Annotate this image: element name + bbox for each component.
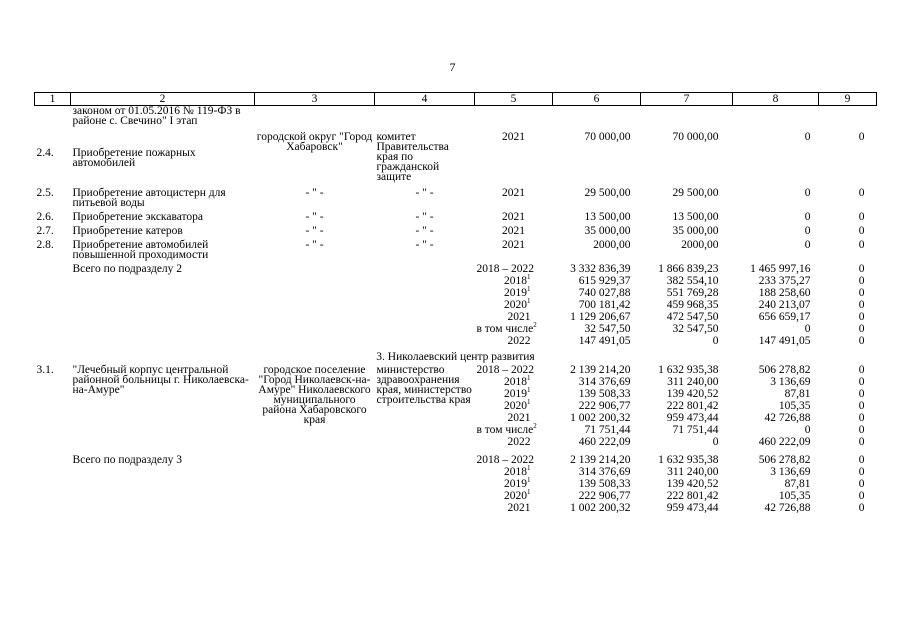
amount-total: 3 332 836,39 (570, 263, 631, 275)
amount-federal: 29 500,00 (672, 187, 719, 199)
amount-federal: 0 (712, 436, 719, 448)
empty-cell (35, 503, 71, 515)
amount-other: 0 (858, 412, 865, 424)
empty-cell (255, 455, 375, 467)
section-title-row (35, 352, 877, 362)
amount-regional: 188 258,60 (758, 287, 811, 299)
amount-total: 222 906,77 (578, 490, 631, 502)
amount-regional: 105,35 (778, 490, 811, 502)
footnote-marker: 1 (527, 464, 531, 473)
amount-total: 615 929,37 (578, 275, 631, 287)
amount-regional: 0 (804, 225, 811, 237)
year-text: 2018 – 2022 (476, 454, 534, 466)
amount-federal: 1 866 839,23 (658, 263, 719, 275)
amount-federal: 1 632 935,38 (658, 364, 719, 376)
empty-cell (375, 455, 475, 467)
year-text: 2019 (504, 478, 527, 490)
empty-cell (35, 479, 71, 491)
year-text: 2019 (504, 287, 527, 299)
amount-federal: 222 801,42 (666, 400, 719, 412)
item-responsible: - " - (415, 225, 434, 237)
amount-federal: 35 000,00 (672, 225, 719, 237)
amount-federal: 222 801,42 (666, 490, 719, 502)
footnote-marker: 1 (527, 476, 531, 485)
year-text: 2018 (504, 466, 527, 478)
amount-regional: 0 (804, 187, 811, 199)
table-row (35, 300, 877, 312)
year-cell (475, 503, 553, 515)
table-header-row (35, 93, 877, 106)
amount-regional: 105,35 (778, 400, 811, 412)
year-text: 2019 (504, 388, 527, 400)
year-text: 2018 (504, 376, 527, 388)
footnote-marker: 1 (527, 386, 531, 395)
amount-total: 2 139 214,20 (570, 454, 631, 466)
empty-cell (35, 455, 71, 467)
empty-cell (255, 324, 375, 336)
subtotal-label: Всего по подразделу 2 (72, 263, 183, 275)
amount-other: 0 (858, 400, 865, 412)
item-year: 2021 (502, 187, 525, 199)
empty-cell (71, 300, 255, 312)
empty-cell (255, 479, 375, 491)
table-row (35, 312, 877, 324)
amount-other: 0 (858, 490, 865, 502)
footnote-marker: 2 (533, 422, 537, 431)
item-responsible: - " - (415, 211, 434, 223)
empty-cell (255, 467, 375, 479)
year-text: в том числе (476, 323, 534, 335)
empty-cell (71, 312, 255, 324)
item-responsible: комитет Правительства края по гражданской защите (376, 131, 449, 183)
item-name: Приобретение автоцистерн для питьевой воды (72, 187, 226, 209)
amount-other: 0 (858, 211, 865, 223)
year-text: 2018 – 2022 (476, 263, 534, 275)
amount-regional: 0 (804, 131, 811, 143)
item-executor: - " - (305, 187, 324, 199)
empty-cell (35, 300, 71, 312)
item-responsible: - " - (415, 187, 434, 199)
amount-other: 0 (858, 364, 865, 376)
empty-cell (375, 491, 475, 503)
amount-total: 139 508,33 (578, 478, 631, 490)
empty-cell (71, 479, 255, 491)
amount-total: 1 002 200,32 (570, 502, 631, 514)
year-text: 2020 (504, 400, 527, 412)
amount-total: 147 491,05 (578, 335, 631, 347)
amount-other: 0 (858, 311, 865, 323)
amount-total: 460 222,09 (578, 436, 631, 448)
amount-total: 222 906,77 (578, 400, 631, 412)
amount-other: 0 (858, 299, 865, 311)
item-executor: городской округ "Город Хабаровск" (256, 131, 373, 153)
amount-federal: 13 500,00 (672, 211, 719, 223)
amount-other: 0 (858, 275, 865, 287)
empty-cell (255, 288, 375, 300)
table-row (35, 324, 877, 336)
amount-regional: 0 (804, 239, 811, 251)
item-executor: городское поселение "Город Николаевск-на-Амуре" Николаевского муниципального района Хабаровского края (258, 364, 371, 426)
amount-regional: 87,81 (784, 388, 811, 400)
table-row (35, 365, 877, 377)
item-responsible: - " - (415, 239, 434, 251)
empty-cell (375, 264, 475, 276)
empty-cell (71, 491, 255, 503)
year-text: 2018 – 2022 (476, 364, 534, 376)
empty-cell (255, 276, 375, 288)
footnote-marker: 2 (533, 321, 537, 330)
table-row (35, 240, 877, 260)
amount-federal: 70 000,00 (672, 131, 719, 143)
footnote-marker: 1 (527, 285, 531, 294)
table-row (35, 455, 877, 467)
empty-cell (35, 276, 71, 288)
item-number: 2.6. (36, 211, 54, 223)
amount-other: 0 (858, 287, 865, 299)
amount-regional: 656 659,17 (758, 311, 811, 323)
empty-cell (35, 288, 71, 300)
empty-cell (255, 264, 375, 276)
amount-total: 35 000,00 (584, 225, 631, 237)
amount-total: 2000,00 (593, 239, 631, 251)
item-year: 2021 (502, 239, 525, 251)
empty-cell (255, 503, 375, 515)
footnote-marker: 1 (527, 398, 531, 407)
empty-cell (375, 324, 475, 336)
empty-cell (71, 336, 255, 348)
amount-total: 740 027,88 (578, 287, 631, 299)
amount-regional: 3 136,69 (770, 466, 811, 478)
item-executor: - " - (305, 239, 324, 251)
table-row (35, 226, 877, 236)
amount-federal: 459 968,35 (666, 299, 719, 311)
amount-other: 0 (858, 502, 865, 514)
item-name: "Лечебный корпус центральной районной больницы г. Николаевска-на-Амуре" (72, 364, 249, 396)
footnote-marker: 1 (527, 488, 531, 497)
item-number: 2.8. (36, 239, 54, 251)
amount-total: 700 181,42 (578, 299, 631, 311)
amount-other: 0 (858, 478, 865, 490)
amount-regional: 87,81 (784, 478, 811, 490)
amount-regional: 0 (804, 323, 811, 335)
column-header: 6 (553, 93, 641, 106)
item-name: Приобретение автомобилей повышенной проходимости (72, 239, 209, 261)
empty-cell (35, 312, 71, 324)
amount-federal: 1 632 935,38 (658, 454, 719, 466)
item-number: 3.1. (36, 364, 54, 376)
amount-federal: 2000,00 (681, 239, 719, 251)
amount-other: 0 (858, 436, 865, 448)
table-row (35, 336, 877, 348)
year-text: 2022 (507, 436, 531, 448)
empty-cell (255, 491, 375, 503)
year-text: 2021 (507, 412, 531, 424)
item-executor: - " - (305, 225, 324, 237)
amount-regional: 3 136,69 (770, 376, 811, 388)
item-year: 2021 (502, 211, 525, 223)
item-year: 2021 (502, 131, 525, 143)
amount-other: 0 (858, 424, 865, 436)
empty-cell (71, 467, 255, 479)
year-text: 2020 (504, 490, 527, 502)
page-number: 7 (449, 60, 456, 74)
item-responsible: министерство здравоохранения края, министерство строительства края (376, 364, 472, 406)
amount-total: 139 508,33 (578, 388, 631, 400)
footnote-marker: 1 (527, 297, 531, 306)
amount-federal: 311 240,00 (667, 376, 719, 388)
amount-other: 0 (858, 239, 865, 251)
amount-total: 29 500,00 (584, 187, 631, 199)
empty-cell (375, 288, 475, 300)
amount-regional: 506 278,82 (758, 364, 811, 376)
year-text: 2020 (504, 299, 527, 311)
amount-federal: 382 554,10 (666, 275, 719, 287)
table-row (35, 188, 877, 208)
empty-cell (375, 479, 475, 491)
column-header: 2 (71, 93, 255, 106)
table-body (35, 106, 877, 516)
table-row (35, 264, 877, 276)
amount-other: 0 (858, 323, 865, 335)
empty-cell (375, 312, 475, 324)
amount-federal: 959 473,44 (666, 502, 719, 514)
amount-total: 32 547,50 (584, 323, 631, 335)
table-row (35, 212, 877, 222)
column-header: 1 (35, 93, 71, 106)
empty-cell (255, 312, 375, 324)
amount-regional: 42 726,88 (764, 412, 811, 424)
column-header: 9 (819, 93, 877, 106)
footnote-marker: 1 (527, 374, 531, 383)
amount-other: 0 (858, 376, 865, 388)
item-executor: - " - (305, 211, 324, 223)
section-title: 3. Николаевский центр развития (376, 351, 535, 363)
empty-cell (71, 288, 255, 300)
year-text: 2022 (507, 335, 531, 347)
table-row (35, 467, 877, 479)
amount-regional: 42 726,88 (764, 502, 811, 514)
amount-other: 0 (858, 263, 865, 275)
amount-other: 0 (858, 187, 865, 199)
column-header: 8 (733, 93, 819, 106)
amount-other: 0 (858, 388, 865, 400)
table-row (35, 491, 877, 503)
amount-federal: 472 547,50 (666, 311, 719, 323)
amount-other: 0 (858, 225, 865, 237)
year-text: в том числе (476, 424, 534, 436)
table-row (35, 132, 877, 182)
item-year: 2021 (502, 225, 525, 237)
amount-total: 2 139 214,20 (570, 364, 631, 376)
financing-table (34, 92, 877, 515)
year-text: 2021 (507, 311, 531, 323)
amount-regional: 460 222,09 (758, 436, 811, 448)
year-cell (475, 336, 553, 348)
item-name: Приобретение экскаватора (72, 211, 204, 223)
table-row (35, 479, 877, 491)
empty-cell (35, 491, 71, 503)
table-row (35, 276, 877, 288)
year-cell (475, 437, 553, 449)
amount-regional: 0 (804, 424, 811, 436)
item-name: Приобретение катеров (72, 225, 183, 237)
item-name: Приобретение пожарных автомобилей (72, 147, 196, 169)
amount-federal: 311 240,00 (667, 466, 719, 478)
amount-regional: 506 278,82 (758, 454, 811, 466)
continuation-text: законом от 01.05.2016 № 119-ФЗ в районе с. Свечино" I этап (72, 105, 241, 127)
amount-federal: 959 473,44 (666, 412, 719, 424)
empty-cell (71, 276, 255, 288)
empty-cell (35, 264, 71, 276)
empty-cell (255, 300, 375, 312)
amount-other: 0 (858, 466, 865, 478)
amount-total: 71 751,44 (584, 424, 631, 436)
column-header: 3 (255, 93, 375, 106)
amount-federal: 139 420,52 (666, 388, 719, 400)
year-text: 2021 (507, 502, 531, 514)
empty-cell (375, 276, 475, 288)
amount-regional: 240 213,07 (758, 299, 811, 311)
empty-cell (375, 300, 475, 312)
column-header: 5 (475, 93, 553, 106)
subtotal-label: Всего по подразделу 3 (72, 454, 183, 466)
amount-federal: 0 (712, 335, 719, 347)
amount-total: 13 500,00 (584, 211, 631, 223)
footnote-marker: 1 (527, 273, 531, 282)
amount-federal: 32 547,50 (672, 323, 719, 335)
amount-total: 314 376,69 (578, 466, 631, 478)
amount-other: 0 (858, 335, 865, 347)
item-number: 2.4. (36, 147, 54, 159)
empty-cell (255, 336, 375, 348)
item-number: 2.7. (36, 225, 54, 237)
amount-total: 1 002 200,32 (570, 412, 631, 424)
amount-federal: 139 420,52 (666, 478, 719, 490)
amount-regional: 147 491,05 (758, 335, 811, 347)
table-row (35, 288, 877, 300)
empty-cell (71, 324, 255, 336)
year-text: 2018 (504, 275, 527, 287)
amount-regional: 233 375,27 (758, 275, 811, 287)
table-row (35, 503, 877, 515)
column-header: 4 (375, 93, 475, 106)
amount-regional: 0 (804, 211, 811, 223)
amount-federal: 551 769,28 (666, 287, 719, 299)
amount-federal: 71 751,44 (672, 424, 719, 436)
empty-cell (375, 336, 475, 348)
amount-total: 70 000,00 (584, 131, 631, 143)
amount-regional: 1 465 997,16 (750, 263, 811, 275)
amount-other: 0 (858, 131, 865, 143)
empty-cell (35, 336, 71, 348)
empty-cell (35, 324, 71, 336)
empty-cell (375, 503, 475, 515)
item-number: 2.5. (36, 187, 54, 199)
amount-total: 314 376,69 (578, 376, 631, 388)
empty-cell (71, 503, 255, 515)
empty-cell (35, 467, 71, 479)
amount-total: 1 129 206,67 (570, 311, 631, 323)
amount-other: 0 (858, 454, 865, 466)
table-row (35, 106, 877, 127)
column-header: 7 (641, 93, 733, 106)
empty-cell (375, 467, 475, 479)
